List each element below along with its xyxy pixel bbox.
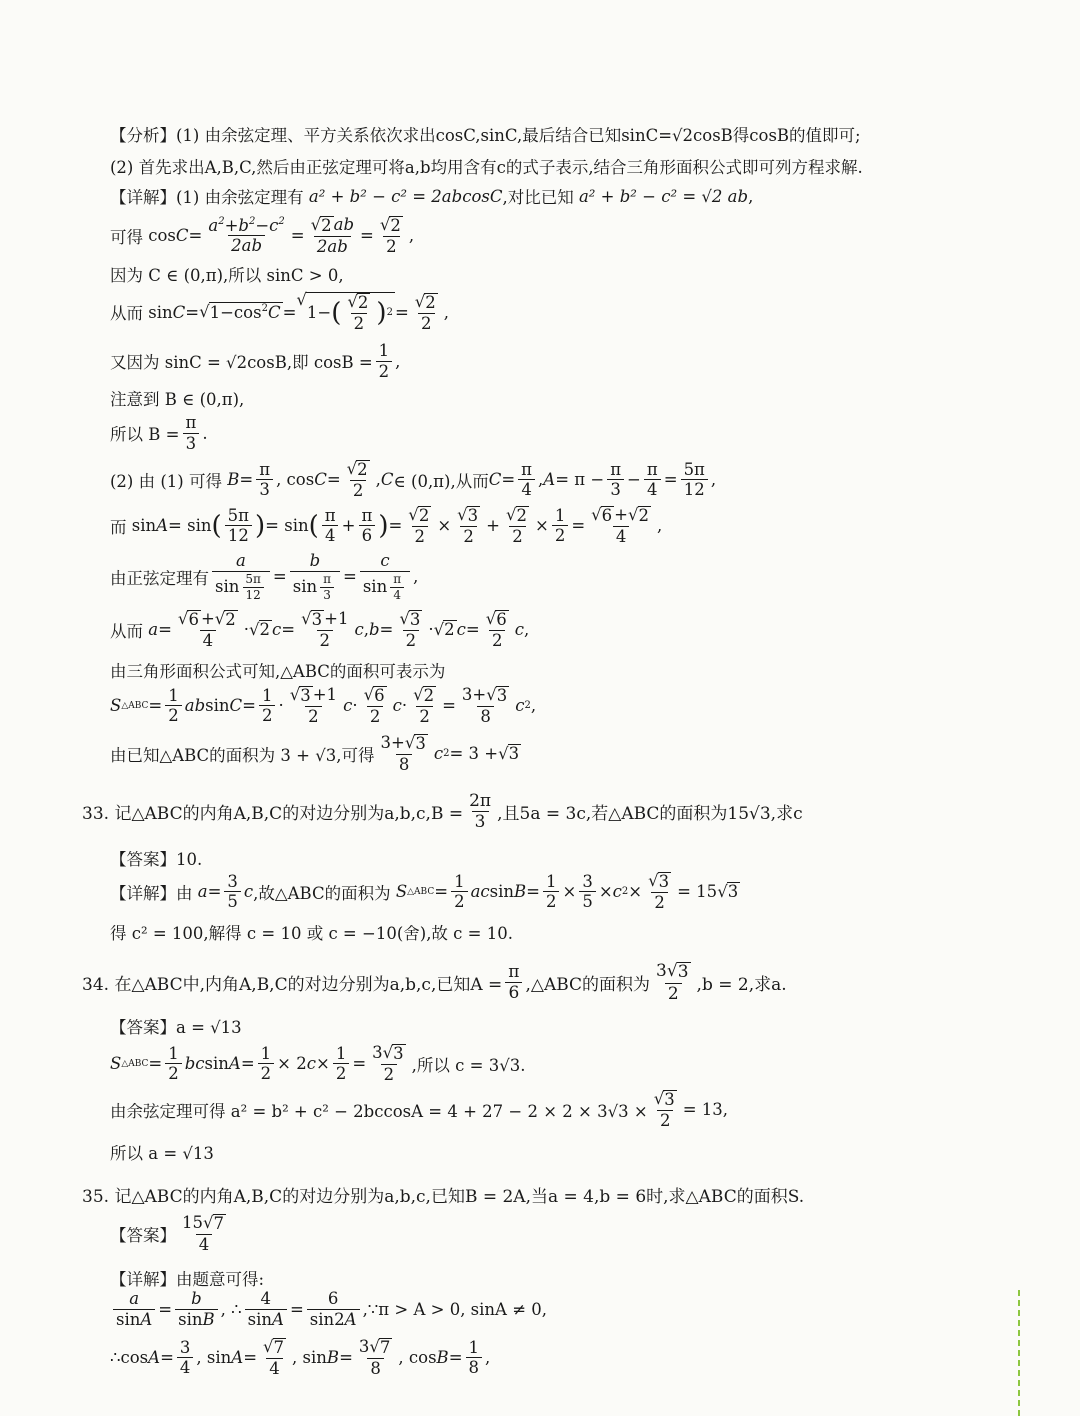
sol32-line-10: 由正弦定理有 a sin $\frac{5\pi}{12}$ = b sin $\frac{\pi}{3}$ = c sin $\frac{\pi}{4}$ ,	[110, 551, 419, 602]
q35-detail: 【详解】由题意可得:	[110, 1270, 265, 1289]
sol32-line-13: S △ABC = $\frac{1}{2}$ ab sin C = $\frac{1}{2}$ · √ 3 +1 2 c · √ 6 2 c · √ 2 2 = 3+ √ 3 8 c 2 ,	[110, 685, 537, 727]
q35-answer: 【答案】 15 √ 7 4	[110, 1213, 225, 1255]
q34-stem: 34. 在△ABC中,内角A,B,C的对边分别为a,b,c,已知A = $\frac{\pi}{6}$ ,△ABC的面积为 3 √ 3 2 ,b = 2,求a.	[82, 961, 787, 1004]
q33-answer: 【答案】10.	[110, 850, 203, 869]
sol32-line-5: 又因为 sinC = √2cosB,即 cosB = $\frac{1}{2}$ ,	[110, 341, 401, 381]
q33-line-3: 得 c² = 100,解得 c = 10 或 c = −10(舍),故 c = 10.	[110, 924, 513, 943]
margin-dashed-line	[1018, 1290, 1020, 1416]
sol32-line-1: 【详解】(1) 由余弦定理有 a² + b² − c² = 2abcosC ,对比已知 a² + b² − c² = √2 ab ,	[110, 186, 754, 207]
q34-line-3: 由余弦定理可得 a² = b² + c² − 2bccosA = 4 + 27 − 2 × 2 × 3√3 × √ 3 2 = 13,	[110, 1089, 729, 1131]
q34-line-4: 所以 a = √13	[110, 1144, 214, 1163]
sol32-line-2: 可得 cos C = $\frac{a^2+b^2-c^2}{2ab}$ = √ 2 ab 2ab = √ 2 2 ,	[110, 215, 415, 257]
sol32-line-8: (2) 由 (1) 可得 B = $\frac{\pi}{3}$ , cos C = √ 2 2 , C ∈ (0,π),从而 C = $\frac{\pi}{4}$ , A = π − $\frac{\pi}{3}$ − $\frac{\pi}{4}$ = $\frac{5\pi}{12}$ ,	[110, 459, 717, 501]
q33-stem: 33. 记△ABC的内角A,B,C的对边分别为a,b,c,B = $\frac{2\pi}{3}$ ,且5a = 3c,若△ABC的面积为15√3,求c	[82, 791, 803, 833]
analysis-line-2: (2) 首先求出A,B,C,然后由正弦定理可将a,b均用含有c的式子表示,结合三角形面积公式即可列方程求解.	[110, 158, 863, 177]
sol32-line-11: 从而 a = √ 6 + √ 2 4 · √ 2 c = √ 3 +1 2 c , b = √ 3 2 · √ 2 c = √ 6 2 c ,	[110, 609, 530, 651]
q35-line-2: $\frac{a}{\sin A}$ = $\frac{b}{\sin B}$ , ∴ $\frac{4}{\sin A}$ = $\frac{6}{\sin 2A}$ ,∵π > A > 0, sinA ≠ 0,	[110, 1290, 547, 1329]
sol32-line-3: 因为 C ∈ (0,π),所以 sinC > 0,	[110, 266, 344, 285]
q34-answer: 【答案】a = √13	[110, 1018, 242, 1037]
sol32-line-7: 所以 B = $\frac{\pi}{3}$ .	[110, 413, 208, 453]
sol32-line-12: 由三角形面积公式可知,△ABC的面积可表示为	[110, 662, 446, 681]
sol32-line-4: 从而 sin C = √ $1-\cos^2C$ = √ 1− ( √ 2 2 ) 2 = √ 2 2 ,	[110, 290, 450, 334]
q33-detail: 【详解】由 a = $\frac{3}{5}$ c ,故△ABC的面积为 S △ABC = $\frac{1}{2}$ ac sin B = $\frac{1}{2}$ × $\frac{3}{5}$ × c 2 × √ 3 2 = 15 √ 3	[110, 871, 739, 913]
sol32-line-9: 而 sin A = sin ( $\frac{5\pi}{12}$ ) = sin ( $\frac{\pi}{4}$ + $\frac{\pi}{6}$ ) = √ 2 2 × √ 3 2 + √ 2 2 × $\frac{1}{2}$ = √ 6 + √ 2 4 ,	[110, 505, 663, 547]
fraction: √ 2 ab 2ab	[310, 215, 355, 257]
fraction: $\frac{a^2+b^2-c^2}{2ab}$	[208, 215, 285, 256]
sol32-line-6: 注意到 B ∈ (0,π),	[110, 390, 245, 409]
q35-stem: 35. 记△ABC的内角A,B,C的对边分别为a,b,c,已知B = 2A,当a = 4,b = 6时,求△ABC的面积S.	[82, 1187, 805, 1207]
sol32-line-14: 由已知△ABC的面积为 3 + √3,可得 3+ √ 3 8 c 2 = 3 + √ 3	[110, 733, 520, 775]
q34-line-2: S △ABC = $\frac{1}{2}$ bc sin A = $\frac{1}{2}$ × 2 c × $\frac{1}{2}$ = 3 √ 3 2 ,所以 c = 3√3.	[110, 1043, 526, 1085]
fraction: √ 2 2	[379, 215, 401, 257]
analysis-line-1: 【分析】(1) 由余弦定理、平方关系依次求出cosC,sinC,最后结合已知sinC=√2cosB得cosB的值即可;	[110, 126, 861, 145]
q35-line-3: ∴ cos A = $\frac{3}{4}$ , sin A = √ 7 4 , sin B = 3 √ 7 8 , cos B = $\frac{1}{8}$ ,	[110, 1337, 491, 1379]
